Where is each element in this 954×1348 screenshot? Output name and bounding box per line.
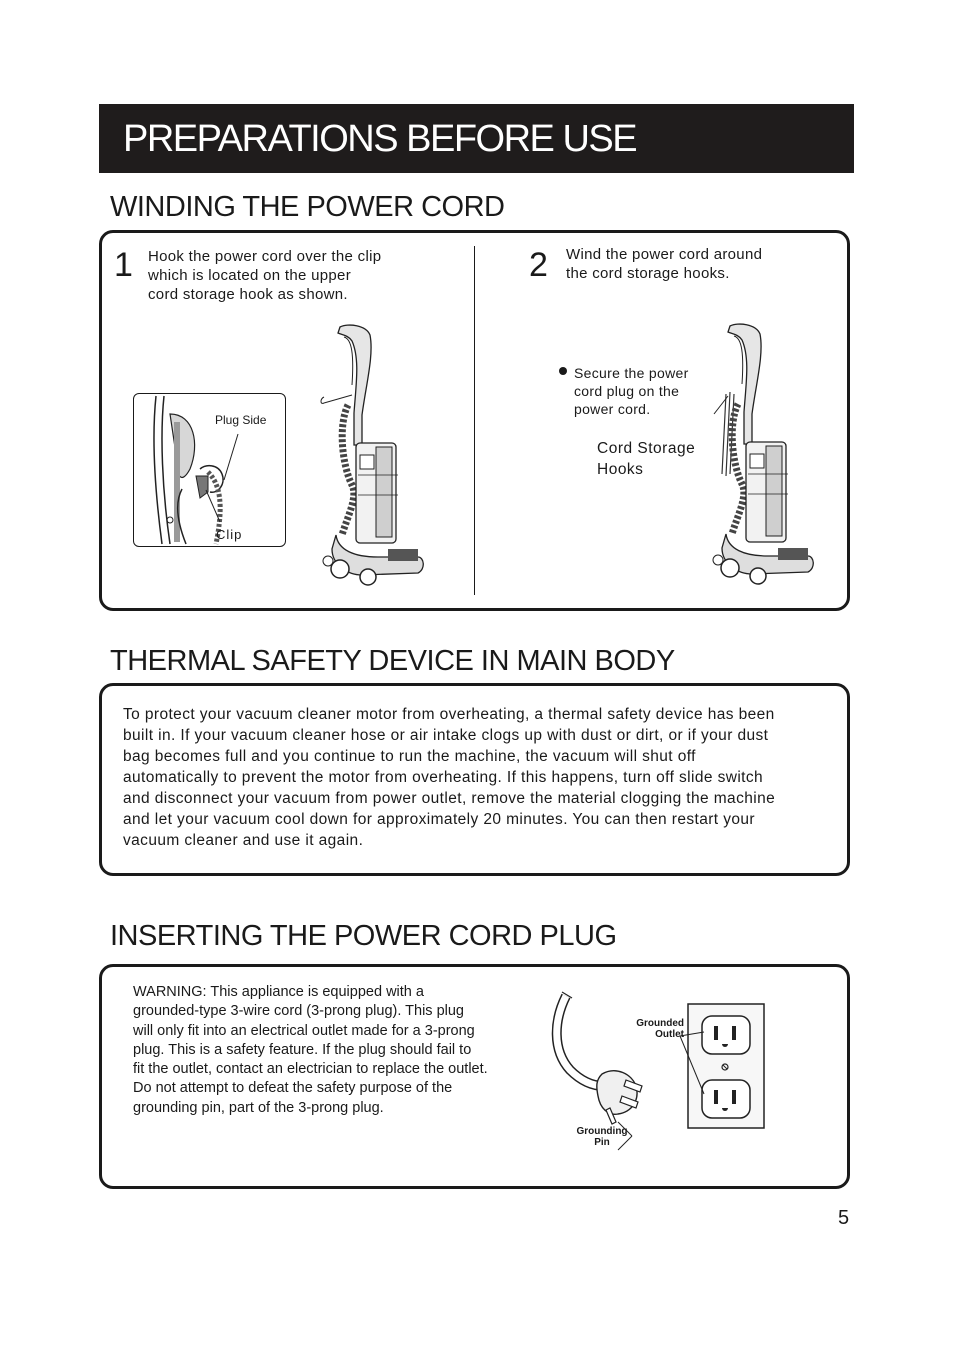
page-number: 5 xyxy=(838,1207,850,1229)
panel-divider xyxy=(474,246,475,595)
plug-heading: INSERTING THE POWER CORD PLUG xyxy=(110,920,617,952)
cord-storage-hooks-label: Cord Storage Hooks xyxy=(597,440,696,478)
step-2-number: 2 xyxy=(529,246,548,284)
bullet-dot xyxy=(559,367,567,375)
page-title: PREPARATIONS BEFORE USE xyxy=(123,118,637,160)
step-1-text: Hook the power cord over the clip which is located on the upper cord storage hook as shown. xyxy=(148,248,382,303)
clip-closeup-inset xyxy=(133,393,286,547)
secure-plug-note: Secure the power cord plug on the power cord. xyxy=(574,365,689,417)
winding-heading: WINDING THE POWER CORD xyxy=(110,191,505,223)
grounded-outlet-label: Grounded Outlet xyxy=(636,1018,684,1040)
grounding-pin-label: Grounding Pin xyxy=(576,1126,628,1148)
vacuum-illustration-step-2 xyxy=(708,324,820,588)
thermal-heading: THERMAL SAFETY DEVICE IN MAIN BODY xyxy=(110,645,675,677)
warning-paragraph: WARNING: This appliance is equipped with a grounded-type 3-wire cord (3-prong plug). This plug will only fit into an electrical outlet made for a 3-prong plug. This is a safety feature. If the plug should fail to fit the outlet, contact an electrician to replace the outlet. Do not attempt to defeat the safety purpose of the grounding pin, part of the 3-prong plug. xyxy=(133,984,488,1116)
title-banner xyxy=(99,104,854,173)
thermal-paragraph: To protect your vacuum cleaner motor from overheating, a thermal safety device has been built in. If your vacuum cleaner hose or air intake clogs up with dust or dirt, or if your dust bag becomes full and you continue to run the machine, the vacuum will shut off automatically to prevent the motor from overheating. If this happens, turn off slide switch and disconnect your vacuum from power outlet, remove the material clogging the machine and let your vacuum cool down for approximately 20 minutes. You can then restart your vacuum cleaner and use it again. xyxy=(123,706,776,849)
step-1-number: 1 xyxy=(114,246,133,284)
plug-side-label: Plug Side xyxy=(215,413,267,427)
step-2-text: Wind the power cord around the cord storage hooks. xyxy=(566,246,763,282)
clip-label: Clip xyxy=(216,527,243,542)
vacuum-illustration-step-1 xyxy=(318,325,426,587)
